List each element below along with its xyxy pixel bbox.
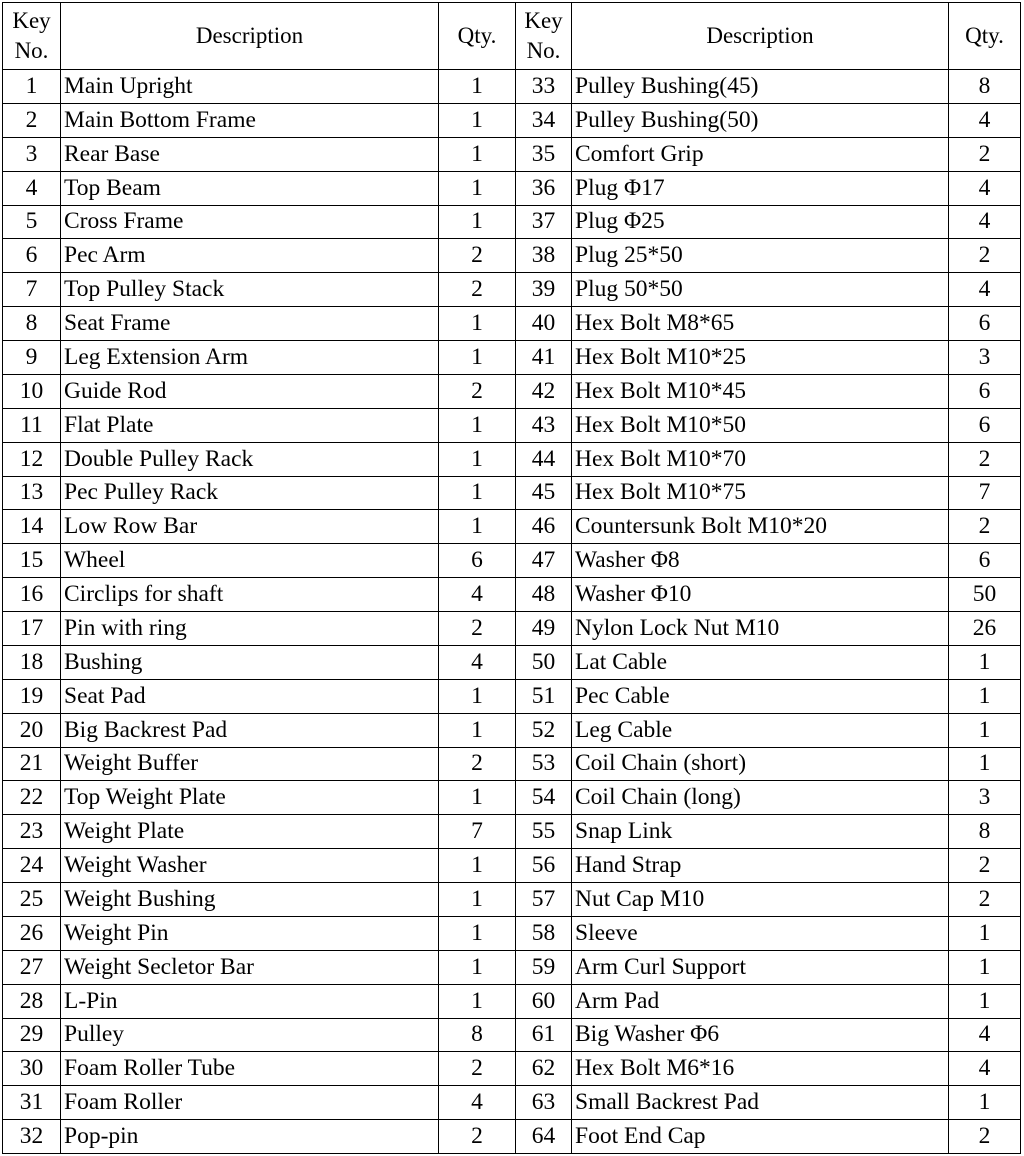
part-description: Coil Chain (short) bbox=[572, 747, 949, 781]
part-qty: 1 bbox=[439, 137, 516, 171]
table-row bbox=[3, 713, 1021, 747]
part-description: Wheel bbox=[61, 544, 439, 578]
part-key-no: 9 bbox=[3, 341, 61, 375]
part-qty: 2 bbox=[439, 612, 516, 646]
part-key-no: 7 bbox=[3, 273, 61, 307]
part-description: Sleeve bbox=[572, 916, 949, 950]
part-qty: 2 bbox=[439, 747, 516, 781]
table-row bbox=[3, 849, 1021, 883]
part-key-no: 53 bbox=[516, 747, 572, 781]
part-qty: 3 bbox=[949, 781, 1021, 815]
part-qty: 2 bbox=[949, 510, 1021, 544]
part-key-no: 46 bbox=[516, 510, 572, 544]
header-key-no bbox=[3, 3, 61, 70]
part-description: Nylon Lock Nut M10 bbox=[572, 612, 949, 646]
part-description: Lat Cable bbox=[572, 645, 949, 679]
part-qty: 1 bbox=[949, 1086, 1021, 1120]
part-description: Hex Bolt M10*70 bbox=[572, 442, 949, 476]
part-qty: 26 bbox=[949, 612, 1021, 646]
part-key-no: 19 bbox=[3, 679, 61, 713]
part-key-no: 35 bbox=[516, 137, 572, 171]
part-description: Foam Roller bbox=[61, 1086, 439, 1120]
part-qty: 1 bbox=[439, 442, 516, 476]
part-key-no: 41 bbox=[516, 341, 572, 375]
table-row bbox=[3, 578, 1021, 612]
part-qty: 4 bbox=[439, 645, 516, 679]
part-key-no: 51 bbox=[516, 679, 572, 713]
part-description: Small Backrest Pad bbox=[572, 1086, 949, 1120]
part-qty: 2 bbox=[439, 374, 516, 408]
part-qty: 2 bbox=[439, 273, 516, 307]
table-row bbox=[3, 137, 1021, 171]
part-key-no: 20 bbox=[3, 713, 61, 747]
part-key-no: 4 bbox=[3, 171, 61, 205]
table-row bbox=[3, 645, 1021, 679]
part-key-no: 45 bbox=[516, 476, 572, 510]
part-key-no: 32 bbox=[3, 1120, 61, 1154]
part-key-no: 31 bbox=[3, 1086, 61, 1120]
part-qty: 2 bbox=[439, 1052, 516, 1086]
part-description: Foam Roller Tube bbox=[61, 1052, 439, 1086]
part-description: Hex Bolt M10*50 bbox=[572, 408, 949, 442]
part-qty: 4 bbox=[439, 1086, 516, 1120]
part-qty: 2 bbox=[949, 442, 1021, 476]
part-description: Weight Buffer bbox=[61, 747, 439, 781]
part-description: Seat Frame bbox=[61, 307, 439, 341]
part-key-no: 42 bbox=[516, 374, 572, 408]
part-qty: 1 bbox=[439, 950, 516, 984]
table-row bbox=[3, 1086, 1021, 1120]
part-description: Top Weight Plate bbox=[61, 781, 439, 815]
part-qty: 1 bbox=[439, 341, 516, 375]
header-qty: Qty. bbox=[439, 3, 516, 70]
part-qty: 1 bbox=[439, 883, 516, 917]
part-qty: 4 bbox=[949, 205, 1021, 239]
part-qty: 1 bbox=[949, 679, 1021, 713]
part-qty: 1 bbox=[439, 713, 516, 747]
part-description: Foot End Cap bbox=[572, 1120, 949, 1154]
part-qty: 1 bbox=[949, 713, 1021, 747]
table-row bbox=[3, 612, 1021, 646]
part-description: Rear Base bbox=[61, 137, 439, 171]
part-description: Hex Bolt M8*65 bbox=[572, 307, 949, 341]
table-row bbox=[3, 239, 1021, 273]
part-qty: 1 bbox=[949, 916, 1021, 950]
parts-list-table bbox=[2, 2, 1021, 1154]
part-key-no: 29 bbox=[3, 1018, 61, 1052]
table-row bbox=[3, 815, 1021, 849]
part-qty: 2 bbox=[949, 883, 1021, 917]
part-description: Plug 50*50 bbox=[572, 273, 949, 307]
header-key-no-right bbox=[516, 3, 572, 70]
part-key-no: 11 bbox=[3, 408, 61, 442]
part-description: Hex Bolt M10*75 bbox=[572, 476, 949, 510]
part-qty: 7 bbox=[949, 476, 1021, 510]
header-description: Description bbox=[61, 3, 439, 70]
part-qty: 8 bbox=[439, 1018, 516, 1052]
part-qty: 1 bbox=[439, 849, 516, 883]
part-description: Countersunk Bolt M10*20 bbox=[572, 510, 949, 544]
table-row bbox=[3, 341, 1021, 375]
part-key-no: 60 bbox=[516, 984, 572, 1018]
part-description: Main Upright bbox=[61, 70, 439, 104]
part-key-no: 25 bbox=[3, 883, 61, 917]
part-key-no: 52 bbox=[516, 713, 572, 747]
header-key-line1: Key bbox=[12, 8, 51, 33]
table-row bbox=[3, 916, 1021, 950]
table-row bbox=[3, 1120, 1021, 1154]
part-key-no: 5 bbox=[3, 205, 61, 239]
part-qty: 1 bbox=[949, 950, 1021, 984]
table-row bbox=[3, 781, 1021, 815]
table-row bbox=[3, 307, 1021, 341]
part-description: Pec Arm bbox=[61, 239, 439, 273]
part-key-no: 61 bbox=[516, 1018, 572, 1052]
part-key-no: 36 bbox=[516, 171, 572, 205]
part-description: Top Beam bbox=[61, 171, 439, 205]
part-description: Plug Φ25 bbox=[572, 205, 949, 239]
table-header bbox=[3, 3, 1021, 70]
part-description: Hand Strap bbox=[572, 849, 949, 883]
part-description: Comfort Grip bbox=[572, 137, 949, 171]
part-qty: 4 bbox=[949, 1018, 1021, 1052]
part-description: Cross Frame bbox=[61, 205, 439, 239]
part-qty: 1 bbox=[949, 984, 1021, 1018]
part-qty: 50 bbox=[949, 578, 1021, 612]
part-description: Main Bottom Frame bbox=[61, 103, 439, 137]
part-key-no: 13 bbox=[3, 476, 61, 510]
part-description: Weight Secletor Bar bbox=[61, 950, 439, 984]
part-qty: 1 bbox=[439, 510, 516, 544]
part-qty: 6 bbox=[949, 307, 1021, 341]
part-qty: 4 bbox=[949, 171, 1021, 205]
part-description: Leg Cable bbox=[572, 713, 949, 747]
part-description: Pec Pulley Rack bbox=[61, 476, 439, 510]
part-key-no: 17 bbox=[3, 612, 61, 646]
part-key-no: 38 bbox=[516, 239, 572, 273]
table-row bbox=[3, 1052, 1021, 1086]
part-qty: 7 bbox=[439, 815, 516, 849]
part-description: Big Backrest Pad bbox=[61, 713, 439, 747]
part-key-no: 14 bbox=[3, 510, 61, 544]
part-qty: 1 bbox=[439, 984, 516, 1018]
part-qty: 1 bbox=[439, 307, 516, 341]
part-qty: 1 bbox=[439, 476, 516, 510]
part-qty: 1 bbox=[439, 205, 516, 239]
part-description: Weight Plate bbox=[61, 815, 439, 849]
part-qty: 2 bbox=[949, 849, 1021, 883]
part-key-no: 58 bbox=[516, 916, 572, 950]
table-row bbox=[3, 374, 1021, 408]
part-key-no: 37 bbox=[516, 205, 572, 239]
part-qty: 2 bbox=[949, 137, 1021, 171]
part-qty: 2 bbox=[949, 1120, 1021, 1154]
part-description: Pulley bbox=[61, 1018, 439, 1052]
part-key-no: 39 bbox=[516, 273, 572, 307]
part-qty: 4 bbox=[439, 578, 516, 612]
part-key-no: 48 bbox=[516, 578, 572, 612]
part-key-no: 8 bbox=[3, 307, 61, 341]
part-key-no: 56 bbox=[516, 849, 572, 883]
part-description: Plug Φ17 bbox=[572, 171, 949, 205]
part-key-no: 64 bbox=[516, 1120, 572, 1154]
part-qty: 6 bbox=[949, 374, 1021, 408]
part-key-no: 30 bbox=[3, 1052, 61, 1086]
part-description: Low Row Bar bbox=[61, 510, 439, 544]
part-description: Washer Φ8 bbox=[572, 544, 949, 578]
header-key-line2: No. bbox=[14, 38, 49, 63]
part-key-no: 18 bbox=[3, 645, 61, 679]
part-description: Bushing bbox=[61, 645, 439, 679]
part-description: Pulley Bushing(50) bbox=[572, 103, 949, 137]
part-key-no: 28 bbox=[3, 984, 61, 1018]
part-qty: 4 bbox=[949, 1052, 1021, 1086]
part-description: Top Pulley Stack bbox=[61, 273, 439, 307]
part-key-no: 21 bbox=[3, 747, 61, 781]
part-key-no: 59 bbox=[516, 950, 572, 984]
table-row bbox=[3, 883, 1021, 917]
header-description-right: Description bbox=[572, 3, 949, 70]
table-row bbox=[3, 544, 1021, 578]
part-description: Plug 25*50 bbox=[572, 239, 949, 273]
table-row bbox=[3, 273, 1021, 307]
header-key-line1-right: Key bbox=[524, 8, 563, 33]
part-description: L-Pin bbox=[61, 984, 439, 1018]
part-key-no: 54 bbox=[516, 781, 572, 815]
part-key-no: 1 bbox=[3, 70, 61, 104]
part-qty: 6 bbox=[949, 408, 1021, 442]
part-key-no: 44 bbox=[516, 442, 572, 476]
part-key-no: 2 bbox=[3, 103, 61, 137]
part-description: Flat Plate bbox=[61, 408, 439, 442]
part-key-no: 63 bbox=[516, 1086, 572, 1120]
part-qty: 6 bbox=[949, 544, 1021, 578]
table-row bbox=[3, 1018, 1021, 1052]
table-row bbox=[3, 476, 1021, 510]
part-description: Snap Link bbox=[572, 815, 949, 849]
part-qty: 2 bbox=[949, 239, 1021, 273]
table-row bbox=[3, 442, 1021, 476]
header-qty-right: Qty. bbox=[949, 3, 1021, 70]
header-key-line2-right: No. bbox=[526, 38, 561, 63]
part-qty: 1 bbox=[439, 781, 516, 815]
part-description: Hex Bolt M10*25 bbox=[572, 341, 949, 375]
part-qty: 2 bbox=[439, 239, 516, 273]
header-row bbox=[3, 3, 1021, 70]
part-description: Double Pulley Rack bbox=[61, 442, 439, 476]
part-key-no: 24 bbox=[3, 849, 61, 883]
part-key-no: 62 bbox=[516, 1052, 572, 1086]
part-key-no: 16 bbox=[3, 578, 61, 612]
part-qty: 2 bbox=[439, 1120, 516, 1154]
part-description: Guide Rod bbox=[61, 374, 439, 408]
part-key-no: 57 bbox=[516, 883, 572, 917]
part-description: Circlips for shaft bbox=[61, 578, 439, 612]
part-qty: 3 bbox=[949, 341, 1021, 375]
part-key-no: 27 bbox=[3, 950, 61, 984]
part-qty: 1 bbox=[439, 679, 516, 713]
part-key-no: 43 bbox=[516, 408, 572, 442]
part-description: Pin with ring bbox=[61, 612, 439, 646]
table-row bbox=[3, 408, 1021, 442]
table-row bbox=[3, 950, 1021, 984]
table-row bbox=[3, 679, 1021, 713]
part-key-no: 15 bbox=[3, 544, 61, 578]
part-description: Pec Cable bbox=[572, 679, 949, 713]
part-key-no: 40 bbox=[516, 307, 572, 341]
part-key-no: 55 bbox=[516, 815, 572, 849]
part-qty: 4 bbox=[949, 273, 1021, 307]
part-qty: 1 bbox=[439, 171, 516, 205]
table-row bbox=[3, 103, 1021, 137]
part-description: Coil Chain (long) bbox=[572, 781, 949, 815]
part-qty: 8 bbox=[949, 815, 1021, 849]
part-description: Big Washer Φ6 bbox=[572, 1018, 949, 1052]
table-row bbox=[3, 70, 1021, 104]
part-key-no: 33 bbox=[516, 70, 572, 104]
part-qty: 1 bbox=[439, 408, 516, 442]
part-qty: 1 bbox=[439, 103, 516, 137]
table-body bbox=[3, 70, 1021, 1154]
part-qty: 4 bbox=[949, 103, 1021, 137]
part-description: Hex Bolt M6*16 bbox=[572, 1052, 949, 1086]
part-qty: 6 bbox=[439, 544, 516, 578]
part-qty: 1 bbox=[949, 747, 1021, 781]
part-description: Weight Pin bbox=[61, 916, 439, 950]
part-description: Pop-pin bbox=[61, 1120, 439, 1154]
part-description: Arm Curl Support bbox=[572, 950, 949, 984]
part-key-no: 50 bbox=[516, 645, 572, 679]
table-row bbox=[3, 171, 1021, 205]
part-key-no: 3 bbox=[3, 137, 61, 171]
part-key-no: 22 bbox=[3, 781, 61, 815]
part-description: Weight Bushing bbox=[61, 883, 439, 917]
part-qty: 1 bbox=[439, 70, 516, 104]
part-description: Nut Cap M10 bbox=[572, 883, 949, 917]
part-description: Arm Pad bbox=[572, 984, 949, 1018]
part-key-no: 47 bbox=[516, 544, 572, 578]
table-row bbox=[3, 747, 1021, 781]
part-description: Seat Pad bbox=[61, 679, 439, 713]
table-row bbox=[3, 984, 1021, 1018]
table-row bbox=[3, 510, 1021, 544]
part-key-no: 10 bbox=[3, 374, 61, 408]
part-qty: 1 bbox=[949, 645, 1021, 679]
part-qty: 1 bbox=[439, 916, 516, 950]
part-key-no: 26 bbox=[3, 916, 61, 950]
part-description: Leg Extension Arm bbox=[61, 341, 439, 375]
part-description: Hex Bolt M10*45 bbox=[572, 374, 949, 408]
part-description: Washer Φ10 bbox=[572, 578, 949, 612]
part-qty: 8 bbox=[949, 70, 1021, 104]
part-description: Weight Washer bbox=[61, 849, 439, 883]
part-key-no: 23 bbox=[3, 815, 61, 849]
part-key-no: 6 bbox=[3, 239, 61, 273]
part-description: Pulley Bushing(45) bbox=[572, 70, 949, 104]
part-key-no: 34 bbox=[516, 103, 572, 137]
table-row bbox=[3, 205, 1021, 239]
part-key-no: 49 bbox=[516, 612, 572, 646]
part-key-no: 12 bbox=[3, 442, 61, 476]
